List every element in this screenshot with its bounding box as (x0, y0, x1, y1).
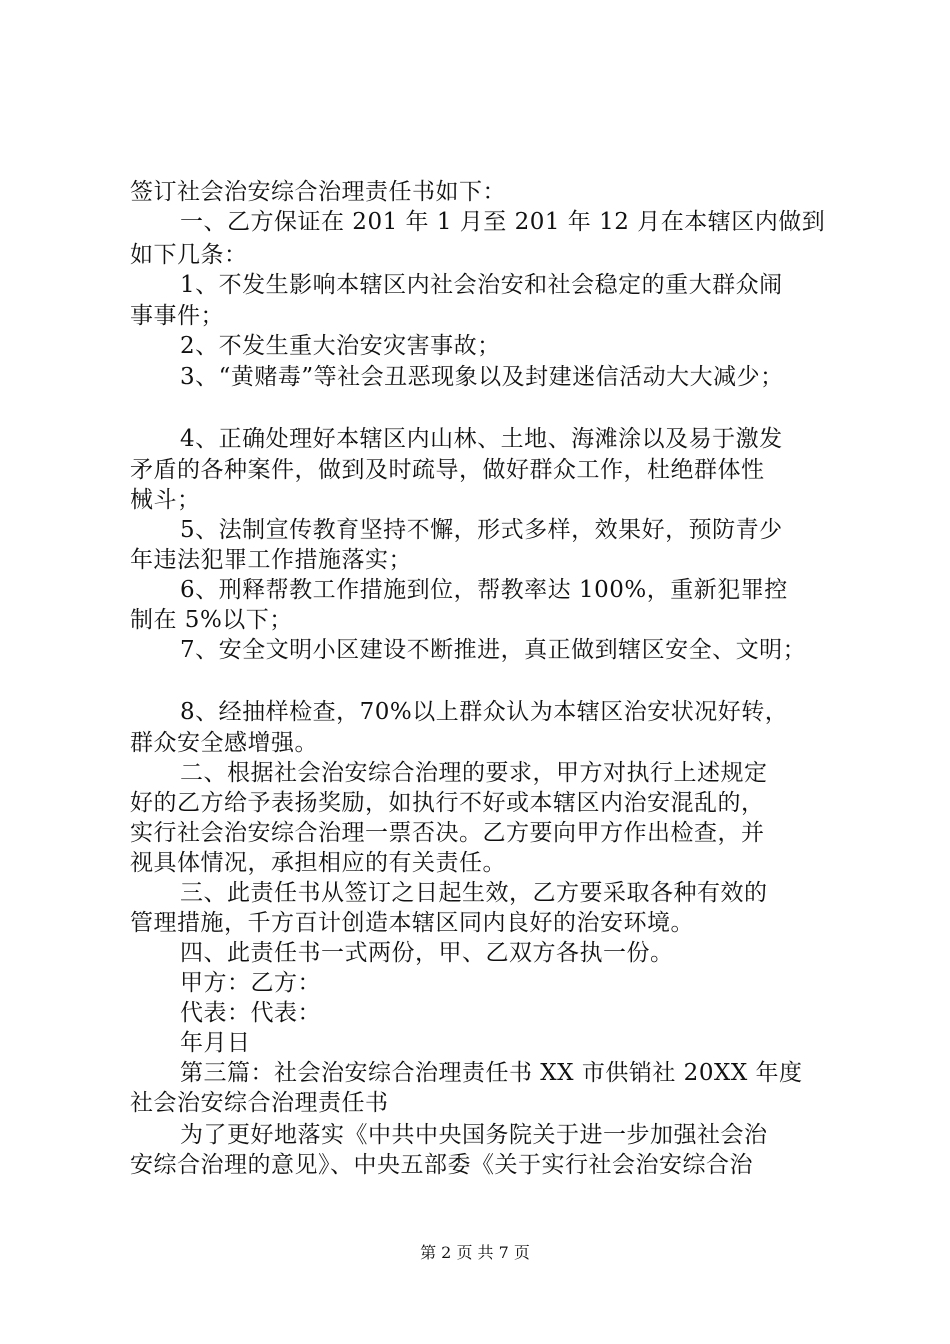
page-footer: 第 2 页 共 7 页 (420, 1243, 530, 1262)
text-line: 年违法犯罪工作措施落实； (130, 547, 412, 573)
text-line: 事事件； (130, 303, 224, 329)
text-line: 好的乙方给予表扬奖励，如执行不好或本辖区内治安混乱的， (130, 790, 765, 816)
text-line: 二、根据社会治安综合治理的要求，甲方对执行上述规定 (180, 760, 768, 786)
text-line: 械斗； (130, 487, 201, 513)
text-line: 如下几条： (130, 242, 248, 268)
text-line: 管理措施，千方百计创造本辖区同内良好的治安环境。 (130, 910, 694, 936)
text-line: 5、法制宣传教育坚持不懈，形式多样，效果好，预防青少 (180, 517, 783, 543)
section-heading: 第三篇：社会治安综合治理责任书 XX 市供销社 20XX 年度 (180, 1060, 803, 1086)
signature-representative-line: 代表：代表： (180, 1000, 321, 1026)
text-line: 群众安全感增强。 (130, 730, 318, 756)
text-line: 签订社会治安综合治理责任书如下： (130, 179, 506, 205)
text-line: 3、“黄赌毒”等社会丑恶现象以及封建迷信活动大大减少； (180, 364, 784, 390)
text-line: 矛盾的各种案件，做到及时疏导，做好群众工作，杜绝群体性 (130, 457, 765, 483)
text-line: 制在 5%以下； (130, 607, 293, 633)
text-line: 8、经抽样检查，70%以上群众认为本辖区治安状况好转， (180, 699, 789, 725)
text-line: 为了更好地落实《中共中央国务院关于进一步加强社会治 (180, 1122, 768, 1148)
text-line: 实行社会治安综合治理一票否决。乙方要向甲方作出检查，并 (130, 820, 765, 846)
text-line: 一、乙方保证在 201 年 1 月至 201 年 12 月在本辖区内做到 (180, 209, 826, 235)
text-line: 6、刑释帮教工作措施到位，帮教率达 100%，重新犯罪控 (180, 577, 788, 603)
text-line: 四、此责任书一式两份，甲、乙双方各执一份。 (180, 940, 674, 966)
signature-date-line: 年月日 (180, 1030, 251, 1056)
text-line: 2、不发生重大治安灾害事故； (180, 333, 501, 359)
text-line: 三、此责任书从签订之日起生效，乙方要采取各种有效的 (180, 880, 768, 906)
text-line: 7、安全文明小区建设不断推进，真正做到辖区安全、文明； (180, 637, 807, 663)
text-line: 安综合治理的意见》、中央五部委《关于实行社会治安综合治 (130, 1152, 753, 1178)
text-line: 视具体情况，承担相应的有关责任。 (130, 850, 506, 876)
text-line: 4、正确处理好本辖区内山林、土地、海滩涂以及易于激发 (180, 426, 783, 452)
section-heading: 社会治安综合治理责任书 (130, 1090, 389, 1116)
text-line: 1、不发生影响本辖区内社会治安和社会稳定的重大群众闹 (180, 272, 783, 298)
signature-party-line: 甲方：乙方： (180, 970, 321, 996)
